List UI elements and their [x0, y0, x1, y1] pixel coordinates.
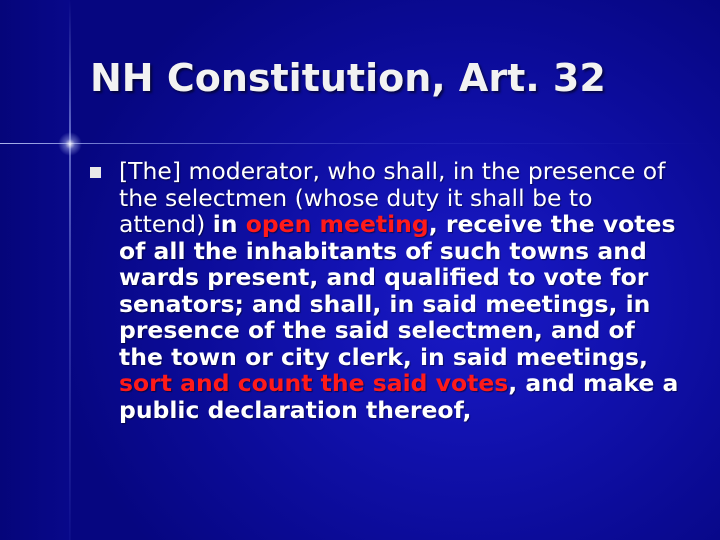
square-bullet-icon	[90, 167, 101, 178]
light-flare-decoration	[58, 132, 82, 156]
text-highlight-open-meeting: open meeting	[245, 210, 429, 238]
text-highlight-sort-count: sort and count the said votes	[119, 369, 509, 397]
text-bold-segment-3: , and make a public declaration thereof,	[119, 369, 679, 424]
text-bold-segment-2: , receive the votes of all the inhabitants of such towns and wards present, and qualified to vote for senators; and shall, in said meetings, in presence of the said selectmen, and of the town or city clerk, in said meetings,	[119, 210, 676, 371]
left-band-decoration	[0, 0, 70, 540]
text-plain-segment: [The] moderator, who shall, in the presence of the selectmen (whose duty it shall be to attend)	[119, 157, 666, 238]
vertical-accent-line	[69, 0, 71, 540]
bullet-text	[119, 158, 679, 423]
horizontal-accent-line	[0, 143, 720, 144]
slide-title: NH Constitution, Art. 32	[90, 56, 606, 100]
text-bold-segment: in	[212, 210, 246, 238]
